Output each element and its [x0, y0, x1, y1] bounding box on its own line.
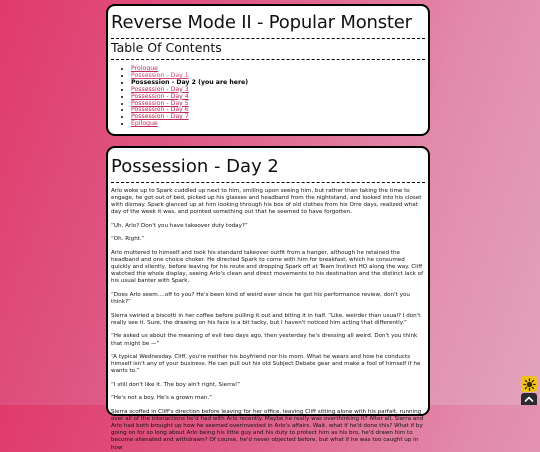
chapter-paragraph: “He asked us about the meaning of evil two days ago, then yesterday he's dressing all weird. Don't you think that might be —”	[111, 333, 418, 347]
toc-link[interactable]: Epilogue	[131, 120, 158, 128]
chapter-paragraph: Arlo woke up to Spark cuddled up next to him, smiling upon seeing him, but rather than taking the time to engage, he got out of bed, picked up his glasses and headband from the nightstand, and looked into his closet with dismay. Spark glanced up at him looking through his box of old clothes from his Orre days, realized what day of the week it was, and pointed something out that he seemed to have forgotten.	[111, 188, 422, 216]
chapter-paragraph: “Does Arlo seem....off to you? He's been kind of weird ever since he got his performance review, don't you think?”	[111, 292, 410, 306]
toc-item	[131, 121, 425, 128]
toc-link[interactable]: Prologue	[131, 65, 158, 72]
chapter-paragraph: Sierra scoffed in Cliff's direction before leaving for her office, leaving Cliff sitting alone with his parfait, running over all of the interactions he'd had with Arlo recently. Maybe he really was overthinking it? After all, Sierra and Arlo had both brought up how he seemed overinvested in Arlo's affairs. Wait, what if he'd done this? What if by going on for so long about Arlo being his little guy and his duty to protect him as his bro, he'd drawn him to become alienated and withdrawn? Of course, he'd never objected before, but what if he was too caught up in how	[111, 409, 424, 451]
work-title: Reverse Mode II - Popular Monster	[111, 12, 425, 39]
sun-icon	[523, 378, 536, 391]
chapter-title: Possession - Day 2	[111, 156, 425, 183]
chapter-paragraph: “Oh. Right.”	[111, 236, 145, 243]
table-of-contents-panel	[106, 4, 430, 136]
chapter-paragraph: Arlo muttered to himself and took his standard takeover outfit from a hanger, although he retained the headband and one choice choker. He directed Spark to come with him for breakfast, which he consumed quickly and silently, before leaving for his route and dropping Spark off at Team Instinct HQ along the way. Cliff watched the whole display, seeing Arlo's clean and direct movements to his destination and the distinct lack of his usual banter with Spark.	[111, 250, 424, 285]
theme-toggle-button[interactable]	[521, 376, 537, 392]
chapter-panel	[106, 146, 430, 451]
toc-link[interactable]: Possession - Day 4	[131, 92, 189, 100]
toc-link[interactable]: Possession - Day 7	[131, 113, 189, 121]
toc-link[interactable]: Possession - Day 1	[131, 71, 189, 79]
chapter-body	[111, 183, 425, 452]
scroll-top-button[interactable]	[521, 393, 537, 405]
chapter-paragraph: “He's not a boy. He's a grown man.”	[111, 395, 213, 402]
toc-link[interactable]: Possession - Day 5	[131, 99, 189, 107]
chapter-paragraph: “Uh, Arlo? Don't you have takeover duty today?”	[111, 222, 248, 229]
chevron-up-icon	[524, 395, 534, 403]
chapter-paragraph: “A typical Wednesday. Cliff, you're neither his boyfriend nor his mom. What he wears and how he conducts himself isn't any of your business. He can pull out his old Subject Debate gear and make a fool of himself if he wants to.”	[111, 354, 421, 375]
toc-heading: Table Of Contents	[111, 39, 425, 60]
toc-item: • Possession - Day 2 (you are here)	[131, 80, 425, 87]
toc-link[interactable]: Possession - Day 3	[131, 85, 189, 93]
chapter-paragraph: Sierra swirled a biscotti in her coffee before pulling it out and biting it in half. “Like, weirder than usual? I don't really see it. Sure, the drawing on his face is a bit tacky, but I haven't noticed him acting that differently.”	[111, 312, 421, 326]
toc-item	[131, 114, 425, 121]
chapter-paragraph: “I still don't like it. The boy ain't right, Sierra!”	[111, 381, 241, 388]
toc-link[interactable]: Possession - Day 6	[131, 106, 189, 114]
toc-list	[111, 66, 425, 128]
